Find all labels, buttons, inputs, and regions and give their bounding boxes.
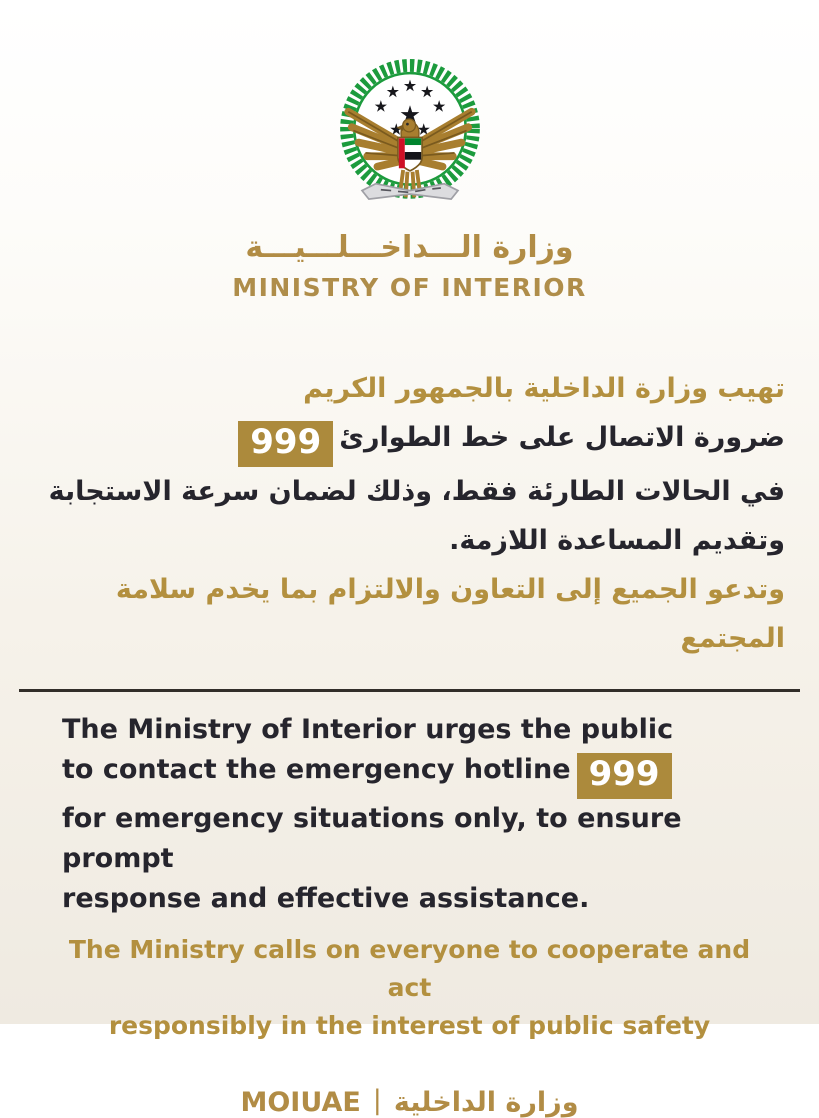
hotline-999-badge-arabic: 999 — [238, 421, 333, 467]
english-line-2 — [62, 750, 779, 799]
uae-flag-shield-icon — [398, 137, 422, 170]
moi-emblem-graphic — [324, 50, 496, 218]
moi-emblem — [0, 0, 819, 218]
gold-note-line-1: The Ministry calls on everyone to cooperate and act — [68, 935, 751, 1002]
ministry-english-title: MINISTRY OF INTERIOR — [232, 273, 587, 302]
footer-social-handle — [0, 1087, 819, 1118]
arabic-line-2-text: ضرورة الاتصال على خط الطوارئ — [339, 422, 785, 453]
footer-arabic-name: وزارة الداخلية — [393, 1087, 579, 1118]
arabic-line-2 — [30, 413, 785, 467]
ministry-arabic-title: وزارة الـــداخـــلـــيـــة — [245, 230, 574, 265]
arabic-line-3: في الحالات الطارئة فقط، وذلك لضمان سرعة الاستجابة — [48, 476, 785, 507]
footer-separator: | — [372, 1085, 382, 1116]
english-line-1: The Ministry of Interior urges the public — [62, 714, 674, 745]
footer-handle-text: MOIUAE — [240, 1087, 361, 1118]
hotline-999-badge-english: 999 — [577, 753, 672, 799]
arabic-line-1: تهيب وزارة الداخلية بالجمهور الكريم — [303, 373, 785, 404]
english-line-2-text: to contact the emergency hotline — [62, 754, 571, 785]
arabic-line-4: وتقديم المساعدة اللازمة. — [449, 525, 785, 556]
english-line-3: for emergency situations only, to ensure prompt — [62, 803, 682, 874]
english-gold-note — [0, 931, 819, 1045]
gold-note-line-2: responsibly in the interest of public safety — [108, 1011, 711, 1040]
arabic-message-block — [0, 364, 819, 663]
arabic-line-5: وتدعو الجميع إلى التعاون والالتزام بما يخدم سلامة المجتمع — [115, 574, 785, 654]
english-line-4: response and effective assistance. — [62, 883, 590, 914]
english-message-block — [0, 710, 819, 919]
section-divider — [19, 689, 800, 692]
